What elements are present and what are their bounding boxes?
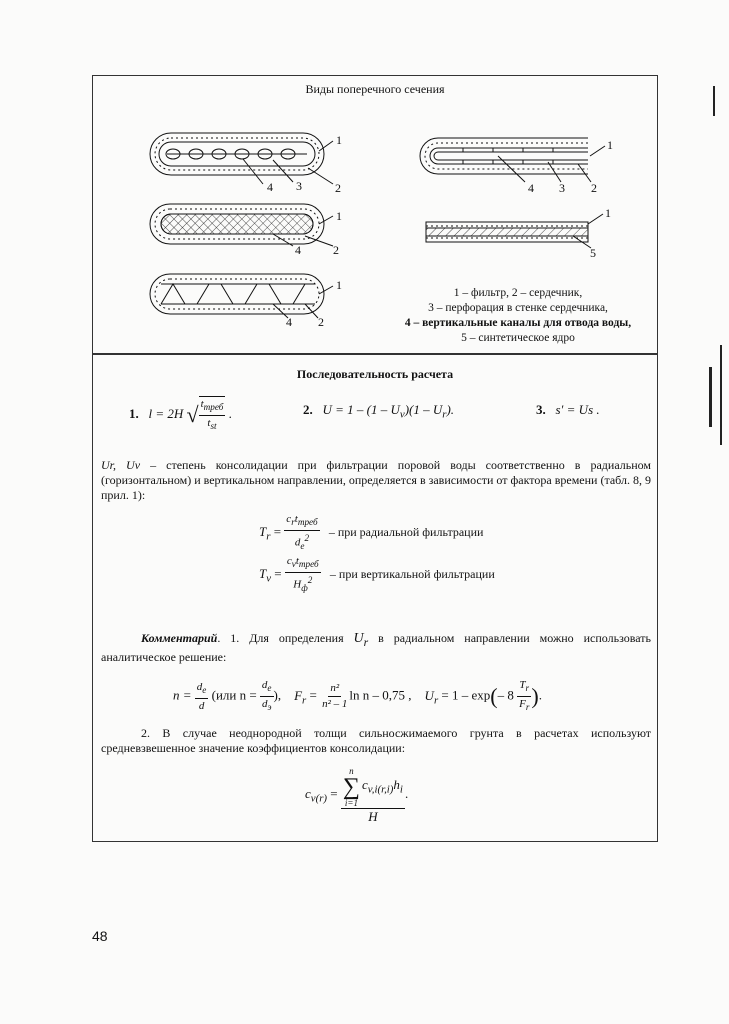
svg-text:4: 4 <box>286 315 292 329</box>
diagram-c <box>150 274 333 318</box>
diagram-d <box>420 138 605 182</box>
formula-tv: $T_v$ = $\frac{c_vt_{треб}}{H_ф^2}$ – при вертикальной фильтрации <box>259 555 495 594</box>
formula-1: 1. l = 2H √ $\frac{t_{треб}}{t_{st}}$ . <box>129 396 232 434</box>
svg-text:1: 1 <box>336 133 342 147</box>
legend-line: 3 – перфорация в стенке сердечника, <box>428 302 608 314</box>
scan-mark <box>709 367 712 427</box>
formula-ur: n = $\frac{d_e}{d}$ (или n = $\frac{d_e}{d_э}$ ), $F_r$ = $\frac{\text{n²}}{\text{n² – 1}}$ ln n – 0,75 , $U_r = 1 - \exp(-$ 8 $\frac{T_r}{F_r}$ ). <box>173 679 542 713</box>
section-title-calculation: Последовательность расчета <box>296 367 454 381</box>
formula-tr: $T_r$ = $\frac{c_rt_{треб}}{d_e^2}$ – при радиальной фильтрации <box>259 513 484 552</box>
svg-text:2: 2 <box>333 243 339 257</box>
section-title-cross-sections: Виды поперечного сечения <box>305 82 445 96</box>
legend-line: 4 – вертикальные каналы для отвода воды, <box>404 317 632 329</box>
svg-text:2: 2 <box>335 181 341 195</box>
svg-text:2: 2 <box>591 181 597 195</box>
scan-mark <box>713 86 715 116</box>
comment-2: 2. В случае неоднородной толщи сильносжимаемого грунта в расчетах используют средневзвешенное значение коэффициентов консолидации: <box>101 726 651 755</box>
formula-2: 2. $U = 1 - (1 - U_v)(1 - U_r)$. <box>303 402 455 421</box>
definition-text: Ur, Uv – степень консолидации при фильтрации поровой воды соответственно в радиальном (горизонтальном) и вертикальном направлении, определяется в зависимости от фактора времени (табл. 8, 9 прил. 1): <box>101 458 652 502</box>
svg-text:5: 5 <box>590 246 596 260</box>
svg-text:1: 1 <box>336 209 342 223</box>
svg-text:3: 3 <box>559 181 565 195</box>
svg-text:1: 1 <box>607 138 613 152</box>
svg-text:3: 3 <box>296 179 302 193</box>
scan-mark <box>720 345 722 445</box>
section-divider <box>93 353 657 355</box>
formula-number: 1. <box>129 406 139 422</box>
svg-text:4: 4 <box>267 180 273 194</box>
diagram-legend <box>383 286 653 346</box>
page-number: 48 <box>92 928 108 944</box>
comment-1: Комментарий. 1. Для определения $U_r$ в радиальном направлении можно использовать аналитическое решение: <box>101 631 651 664</box>
formula-lhs: l = 2H <box>148 406 184 422</box>
formula-cv: $c_{v(r)}$ = n ∑ i=1 $c_{v,i(r,i)}h_i$ H . <box>305 766 409 824</box>
legend-line: 5 – синтетическое ядро <box>461 332 575 344</box>
legend-line: 1 – фильтр, 2 – сердечник, <box>453 287 583 299</box>
svg-text:4: 4 <box>295 243 301 257</box>
svg-text:1: 1 <box>336 278 342 292</box>
diagram-a <box>150 133 333 184</box>
svg-text:4: 4 <box>528 181 534 195</box>
diagram-b <box>150 204 333 246</box>
formula-3: 3. s′ = Us . <box>536 402 600 417</box>
svg-text:2: 2 <box>318 315 324 329</box>
diagram-e <box>426 214 603 248</box>
content-frame <box>92 75 658 842</box>
svg-text:1: 1 <box>605 206 611 220</box>
